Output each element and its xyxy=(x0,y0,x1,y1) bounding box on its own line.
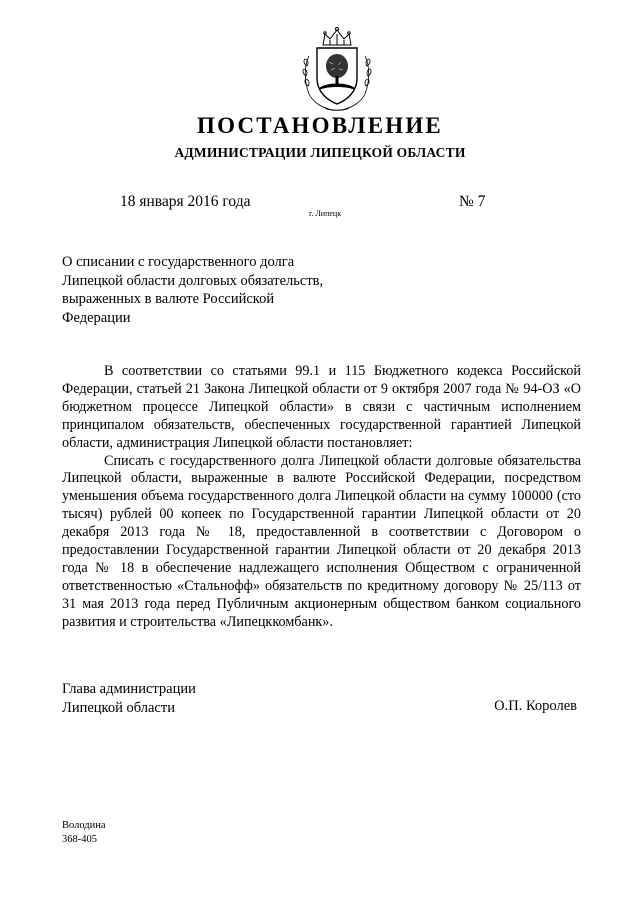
document-date: 18 января 2016 года xyxy=(120,193,251,210)
signature-position-line: Глава администрации xyxy=(62,681,196,697)
document-title: ПОСТАНОВЛЕНИЕ xyxy=(197,113,443,138)
signature-position xyxy=(62,680,196,717)
document-number: № 7 xyxy=(459,193,486,210)
document-subject xyxy=(62,253,362,327)
document-city: г. Липецк xyxy=(309,209,342,218)
subject-line: О списании с государственного долга xyxy=(62,254,295,270)
body-paragraph: Списать с государственного долга Липецкой области долговые обязательства Липецкой области, выраженные в валюте Российской Федерации, посредством уменьшения объема государственного долга Липецкой области на сумму 100000 (сто тысяч) рублей 00 копеек по Государственной гарантии Липецкой области от 20 декабря 2013 года № 18, предоставленной в соответствии с Договором о предоставлении Государственной гарантии Липецкой области от 20 декабря 2013 года № 18 в обеспечение надлежащего исполнения Обществом с ограниченной ответственностью «Стальнофф» обязательств по кредитному договору № 25/113 от 31 мая 2013 года перед Публичным акционерным обществом банком социального развития и строительства «Липецккомбанк». xyxy=(62,452,581,630)
executor-phone: 368-405 xyxy=(62,834,97,845)
document-body xyxy=(62,363,581,632)
subject-line: выраженных в валюте Российской xyxy=(62,291,275,308)
subject-line: Липецкой области долговых обязательств, xyxy=(62,272,324,289)
subject-line: Федерации xyxy=(62,309,131,326)
coat-of-arms-icon xyxy=(299,26,375,112)
executor-info xyxy=(62,819,106,847)
executor-name: Володина xyxy=(62,820,106,831)
signature-position-line: Липецкой области xyxy=(62,699,175,716)
signer-name: О.П. Королев xyxy=(494,698,577,714)
document-subtitle: АДМИНИСТРАЦИИ ЛИПЕЦКОЙ ОБЛАСТИ xyxy=(174,145,466,160)
body-paragraph: В соответствии со статьями 99.1 и 115 Бюджетного кодекса Российской Федерации, статьей 21 Закона Липецкой области от 9 октября 2007 года № 94-ОЗ «О бюджетном процессе Липецкой области» в связи с частичным исполнением принципалом обязательств, обеспеченных государственной гарантией Липецкой области, администрация Липецкой области постановляет: xyxy=(62,363,581,451)
